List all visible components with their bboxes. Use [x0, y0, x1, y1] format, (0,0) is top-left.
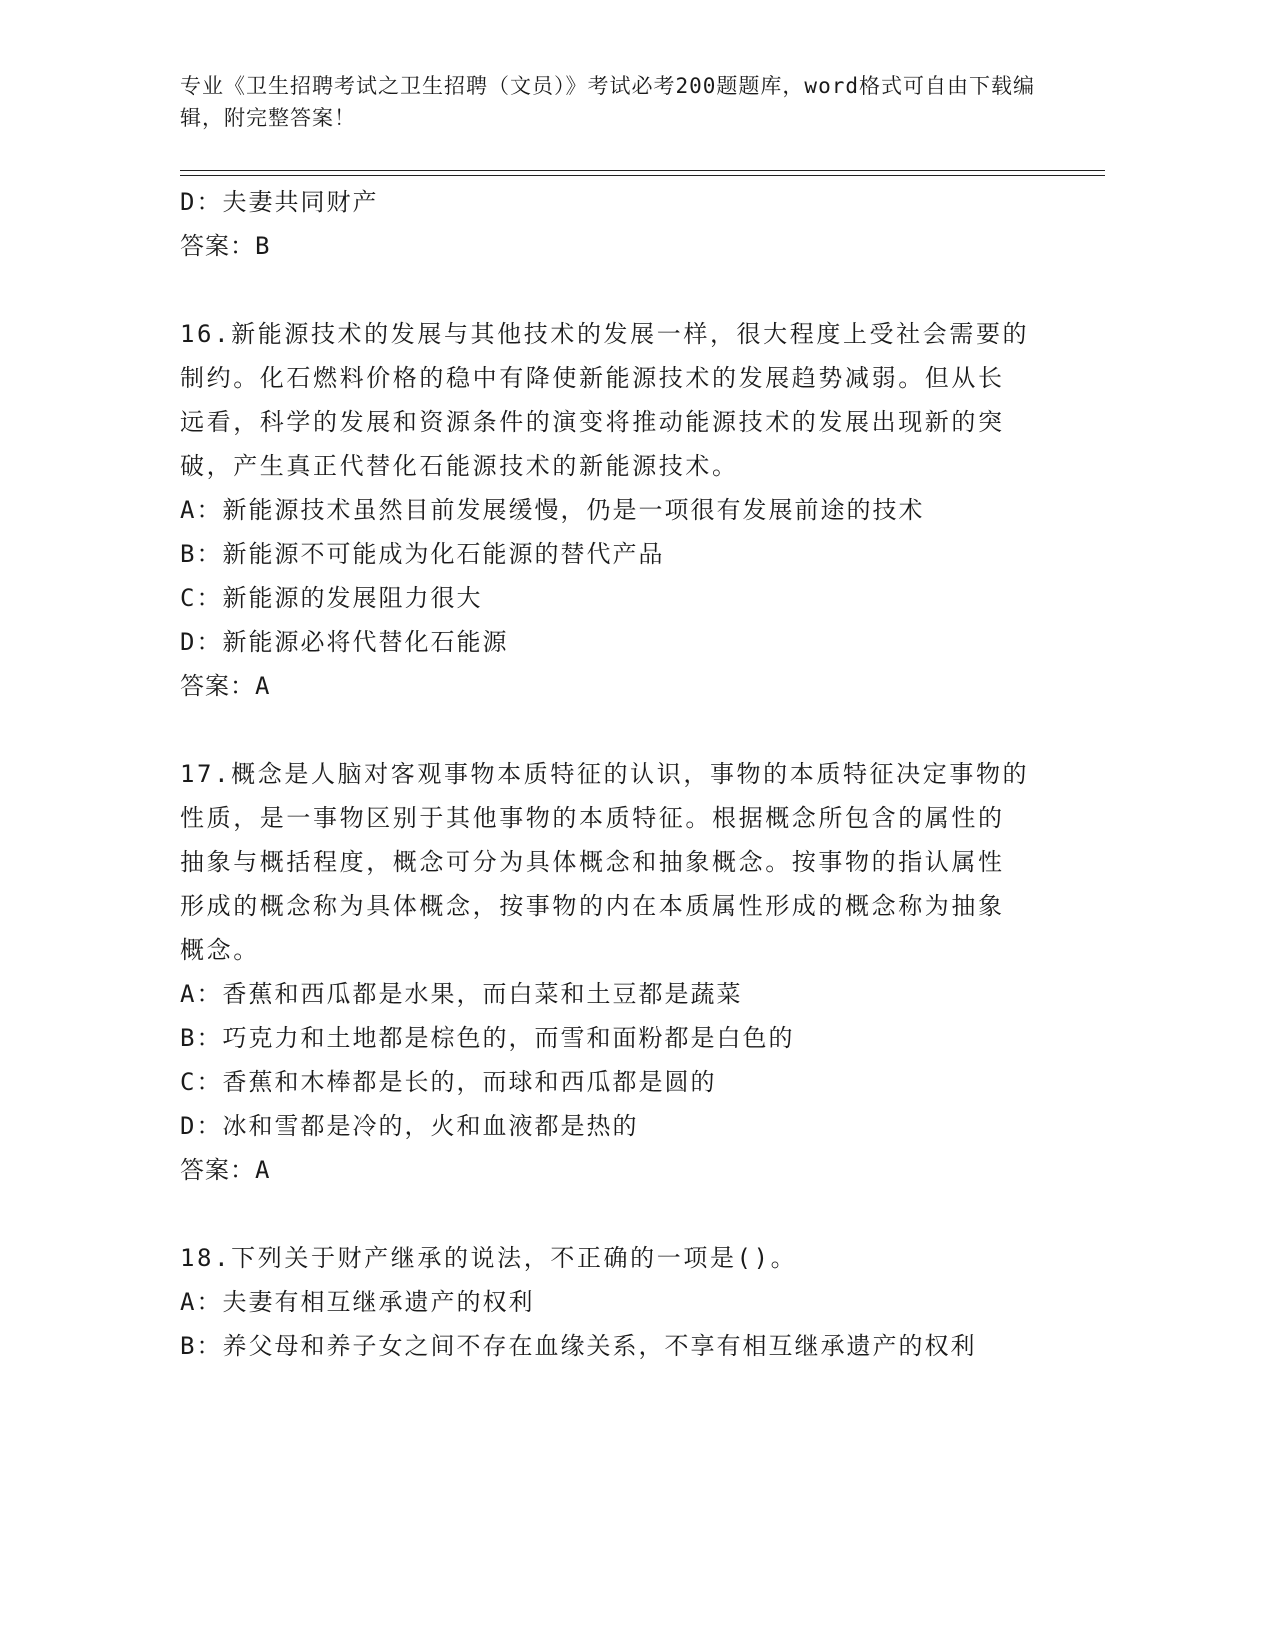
question-16	[180, 312, 1030, 708]
spacer	[180, 708, 1030, 752]
document-content	[180, 180, 1030, 1368]
option-d: D：夫妻共同财产	[180, 188, 379, 216]
option-b: B：新能源不可能成为化石能源的替代产品	[180, 540, 665, 568]
spacer	[180, 1192, 1030, 1236]
option-b: B：养父母和养子女之间不存在血缘关系，不享有相互继承遗产的权利	[180, 1332, 977, 1360]
header-divider-second	[180, 175, 1105, 176]
option-c: C：新能源的发展阻力很大	[180, 584, 483, 612]
question-stem: 17.概念是人脑对客观事物本质特征的认识，事物的本质特征决定事物的性质，是一事物区别于其他事物的本质特征。根据概念所包含的属性的抽象与概括程度，概念可分为具体概念和抽象概念。按事物的指认属性形成的概念称为具体概念，按事物的内在本质属性形成的概念称为抽象概念。	[180, 760, 1030, 964]
header-divider	[180, 170, 1105, 171]
option-a: A：香蕉和西瓜都是水果，而白菜和土豆都是蔬菜	[180, 980, 743, 1008]
question-17	[180, 752, 1030, 1192]
option-a: A：新能源技术虽然目前发展缓慢，仍是一项很有发展前途的技术	[180, 496, 925, 524]
option-b: B：巧克力和土地都是棕色的，而雪和面粉都是白色的	[180, 1024, 795, 1052]
spacer	[180, 268, 1030, 312]
answer-line: 答案：A	[180, 1156, 271, 1184]
option-d: D：新能源必将代替化石能源	[180, 628, 509, 656]
document-header: 专业《卫生招聘考试之卫生招聘（文员）》考试必考200题题库，word格式可自由下载编辑，附完整答案！	[180, 74, 1035, 130]
question-stem: 16.新能源技术的发展与其他技术的发展一样，很大程度上受社会需要的制约。化石燃料价格的稳中有降使新能源技术的发展趋势减弱。但从长远看，科学的发展和资源条件的演变将推动能源技术的发展出现新的突破，产生真正代替化石能源技术的新能源技术。	[180, 320, 1030, 480]
option-a: A：夫妻有相互继承遗产的权利	[180, 1288, 535, 1316]
option-c: C：香蕉和木棒都是长的，而球和西瓜都是圆的	[180, 1068, 717, 1096]
answer-line: 答案：B	[180, 232, 271, 260]
option-d: D：冰和雪都是冷的，火和血液都是热的	[180, 1112, 639, 1140]
question-18	[180, 1236, 1030, 1368]
answer-line: 答案：A	[180, 672, 271, 700]
question-stem: 18.下列关于财产继承的说法，不正确的一项是()。	[180, 1244, 798, 1272]
